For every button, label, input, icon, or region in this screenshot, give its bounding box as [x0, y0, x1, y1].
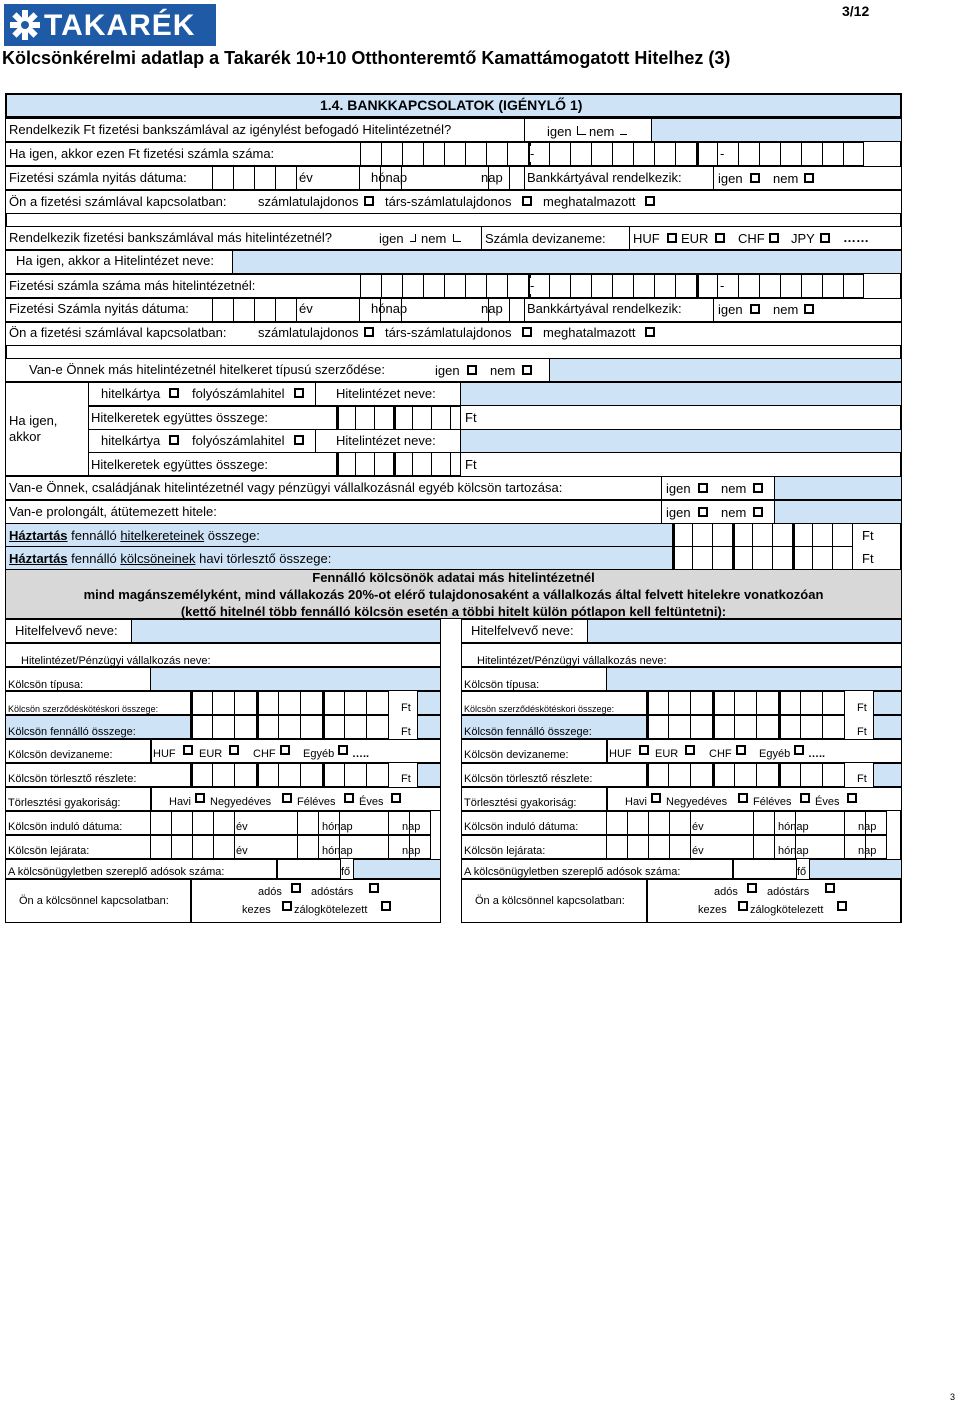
credit-card-option[interactable]: hitelkártya	[101, 386, 161, 401]
household-word: Háztartás	[9, 551, 68, 566]
day-label: nap	[858, 845, 877, 857]
footer-page-number: 3	[950, 1392, 956, 1401]
checkbox-icon[interactable]	[804, 173, 814, 183]
checkbox-icon[interactable]	[685, 745, 695, 755]
amount-digit-cells[interactable]	[647, 715, 845, 739]
checkbox-icon[interactable]	[183, 745, 193, 755]
role-guarantor[interactable]: kezes	[698, 904, 727, 916]
loans-heading-1: Fennálló kölcsönök adatai más hitelintézetnél	[312, 570, 595, 585]
currency-label: Kölcsön devizaneme:	[464, 749, 569, 761]
currency-ft: Ft	[857, 773, 867, 785]
checkbox-icon[interactable]	[229, 745, 239, 755]
amount-digit-cells[interactable]	[647, 763, 845, 787]
currency-label: Kölcsön devizaneme:	[8, 749, 113, 761]
acc1-number-label: Ha igen, akkor ezen Ft fizetési számla száma:	[9, 146, 275, 161]
credit-overdraft-option[interactable]: folyószámlahitel	[192, 433, 285, 448]
credit-sum2-label: Hitelkeretek együttes összege:	[91, 457, 269, 472]
acc1-card-yes[interactable]: igen	[718, 171, 743, 186]
credit-sum1-input[interactable]	[337, 406, 451, 430]
checkbox-icon[interactable]	[294, 435, 304, 445]
role-pledgor[interactable]: zálogkötelezett	[294, 904, 368, 916]
acc1-coowner-option[interactable]: társ-számlatulajdonos	[385, 194, 512, 209]
limits-word: hitelkereteinek	[120, 528, 205, 543]
type-label: Kölcsön típusa:	[8, 679, 84, 691]
debtors-input[interactable]	[277, 859, 341, 879]
end-date-cells[interactable]	[151, 835, 431, 859]
outstanding-filler	[417, 715, 441, 739]
relation-label: Ön a kölcsönnel kapcsolatban:	[475, 895, 625, 907]
checkbox-icon[interactable]	[453, 234, 461, 242]
institution-label: Hitelintézet/Pénzügyi vállalkozás neve:	[477, 655, 667, 667]
checkbox-icon[interactable]	[294, 388, 304, 398]
debts-question-1: Van-e Önnek, családjának hitelintézetnél vagy pénzügyi vállalkozásnál egyéb kölcsön tartozása:	[9, 480, 563, 495]
acc2-card-yes[interactable]: igen	[718, 302, 743, 317]
checkbox-icon[interactable]	[522, 365, 532, 375]
takarek-logo	[4, 4, 216, 46]
credit-bank1-label: Hitelintézet neve:	[336, 386, 436, 401]
checkbox-icon[interactable]	[750, 304, 760, 314]
acc1-yes[interactable]: igen	[547, 124, 572, 139]
borrower-input[interactable]	[587, 619, 902, 643]
checkbox-icon[interactable]	[195, 793, 205, 803]
outstanding-filler	[873, 715, 902, 739]
day-label: nap	[402, 845, 421, 857]
role-debtor[interactable]: adós	[258, 886, 282, 898]
checkbox-icon[interactable]	[698, 483, 708, 493]
currency-ft: Ft	[401, 773, 411, 785]
separator-dash: -	[530, 278, 535, 293]
year-label: év	[299, 170, 313, 185]
borrower-input[interactable]	[131, 619, 441, 643]
month-label: hónap	[322, 845, 353, 857]
debts-household-installments	[9, 551, 331, 567]
month-label: hónap	[371, 170, 408, 185]
separator-dash: -	[530, 146, 535, 161]
checkbox-icon[interactable]	[344, 793, 354, 803]
freq-quarterly[interactable]: Negyedéves	[666, 796, 728, 808]
freq-halfyear[interactable]: Féléves	[753, 796, 792, 808]
household-word: Háztartás	[9, 528, 68, 543]
debts-q2-no[interactable]: nem	[721, 505, 747, 520]
contract-amount-label: Kölcsön szerződéskötéskori összege:	[8, 704, 159, 714]
acc1-question: Rendelkezik Ft fizetési bankszámlával az igénylést befogadó Hitelintézetnél?	[9, 122, 452, 137]
debts-question-2: Van-e prolongált, átütemezett hitele:	[9, 504, 217, 519]
year-label: év	[692, 845, 704, 857]
checkbox-icon[interactable]	[410, 234, 416, 242]
debts-q2-filler	[774, 500, 902, 524]
credit-bank1-input[interactable]	[460, 382, 902, 406]
checkbox-icon[interactable]	[667, 233, 677, 243]
currency-other[interactable]: Egyéb	[759, 748, 791, 760]
freq-yearly[interactable]: Éves	[359, 796, 384, 808]
year-label: év	[692, 821, 704, 833]
credit-if-yes: Ha igen, akkor	[9, 413, 58, 444]
installment-label: Kölcsön törlesztő részlete:	[464, 773, 593, 785]
currency-ft: Ft	[465, 457, 477, 472]
acc2-bank-label: Ha igen, akkor a Hitelintézet neve:	[16, 253, 214, 268]
acc2-bank-input[interactable]	[232, 250, 902, 274]
credit-no[interactable]: nem	[490, 363, 516, 378]
checkbox-icon[interactable]	[291, 883, 301, 893]
acc1-no[interactable]: nem	[589, 124, 615, 139]
amount-digit-cells[interactable]	[191, 763, 389, 787]
installment-filler	[873, 763, 902, 787]
debtors-filler	[353, 859, 441, 879]
debtors-label: A kölcsönügyletben szereplő adósok száma:	[464, 866, 681, 878]
debts-q2-yes[interactable]: igen	[666, 505, 691, 520]
checkbox-icon[interactable]	[169, 435, 179, 445]
currency-ft: Ft	[465, 410, 477, 425]
currency-other[interactable]: Egyéb	[303, 748, 335, 760]
frequency-label: Törlesztési gyakoriság:	[464, 797, 577, 809]
checkbox-icon[interactable]	[391, 793, 401, 803]
contract-amount-label: Kölcsön szerződéskötéskori összege:	[464, 704, 615, 714]
checkbox-icon[interactable]	[769, 233, 779, 243]
currency-ft: Ft	[401, 702, 411, 714]
acc1-card-no[interactable]: nem	[773, 171, 799, 186]
start-label: Kölcsön induló dátuma:	[464, 821, 579, 833]
checkbox-icon[interactable]	[753, 483, 763, 493]
checkbox-icon[interactable]	[282, 901, 292, 911]
currency-chf[interactable]: CHF	[253, 748, 276, 760]
credit-overdraft-option[interactable]: folyószámlahitel	[192, 386, 285, 401]
checkbox-icon[interactable]	[338, 745, 348, 755]
currency-huf[interactable]: HUF	[633, 231, 660, 246]
installment-filler	[417, 763, 441, 787]
loans-word: kölcsöneinek	[120, 551, 196, 566]
contract-filler	[873, 691, 902, 715]
freq-halfyear[interactable]: Féléves	[297, 796, 336, 808]
debts-h1-input[interactable]	[673, 523, 853, 547]
debts-h2-input[interactable]	[673, 546, 853, 570]
separator-dash: -	[720, 278, 725, 293]
currency-options	[151, 739, 441, 763]
currency-eur[interactable]: EUR	[655, 748, 679, 760]
acc1-card-label: Bankkártyával rendelkezik:	[527, 170, 682, 185]
checkbox-icon[interactable]	[645, 327, 655, 337]
start-label: Kölcsön induló dátuma:	[8, 821, 123, 833]
checkbox-icon[interactable]	[169, 388, 179, 398]
currency-more: ……	[843, 230, 869, 245]
checkbox-icon[interactable]	[825, 883, 835, 893]
acc2-card-label: Bankkártyával rendelkezik:	[527, 301, 682, 316]
debts-household-limits	[9, 528, 260, 544]
currency-ft: Ft	[857, 726, 867, 738]
role-guarantor[interactable]: kezes	[242, 904, 271, 916]
day-label: nap	[481, 170, 503, 185]
credit-yes[interactable]: igen	[435, 363, 460, 378]
checkbox-icon[interactable]	[381, 901, 391, 911]
acc2-owner-option[interactable]: számlatulajdonos	[258, 325, 359, 340]
currency-chf[interactable]: CHF	[738, 231, 765, 246]
currency-more: …..	[352, 748, 370, 760]
year-label: év	[236, 845, 248, 857]
logo-star-icon	[8, 8, 42, 42]
checkbox-icon[interactable]	[280, 745, 290, 755]
currency-options	[607, 739, 902, 763]
checkbox-icon[interactable]	[364, 196, 374, 206]
section-heading: 1.4. BANKKAPCSOLATOK (IGÉNYLŐ 1)	[320, 97, 583, 113]
currency-ft: Ft	[401, 726, 411, 738]
checkbox-icon[interactable]	[467, 365, 477, 375]
checkbox-icon[interactable]	[738, 793, 748, 803]
acc2-yes[interactable]: igen	[379, 231, 404, 246]
year-label: év	[299, 301, 313, 316]
acc1-owner-option[interactable]: számlatulajdonos	[258, 194, 359, 209]
debtors-filler	[809, 859, 902, 879]
page-number: 3/12	[842, 3, 870, 19]
checkbox-icon[interactable]	[820, 233, 830, 243]
existing-word: fennálló	[71, 551, 117, 566]
checkbox-icon[interactable]	[715, 233, 725, 243]
freq-monthly[interactable]: Havi	[169, 796, 192, 808]
month-label: hónap	[778, 845, 809, 857]
loans-heading-3: (kettő hitelnél több fennálló kölcsön esetén a többi hitelt külön pótlapon kell feltüntetni):	[180, 604, 727, 619]
amount-digit-cells[interactable]	[191, 715, 389, 739]
checkbox-icon[interactable]	[369, 883, 379, 893]
currency-ft: Ft	[862, 528, 874, 543]
checkbox-icon[interactable]	[577, 126, 586, 135]
debts-q1-no[interactable]: nem	[721, 481, 747, 496]
start-date-cells[interactable]	[607, 811, 887, 835]
currency-chf[interactable]: CHF	[709, 748, 732, 760]
credit-filler	[549, 358, 902, 382]
borrower-label: Hitelfelvevő neve:	[15, 623, 118, 638]
loans-heading-2: mind magánszemélyként, mind vállakozás 20%-ot elérő tulajdonosaként a vállalkozás által felvett hitelekre vonatkozóan	[83, 587, 824, 602]
credit-bank2-label: Hitelintézet neve:	[336, 433, 436, 448]
acc2-coowner-option[interactable]: társ-számlatulajdonos	[385, 325, 512, 340]
end-label: Kölcsön lejárata:	[8, 845, 90, 857]
month-label: hónap	[778, 821, 809, 833]
checkbox-icon[interactable]	[522, 196, 532, 206]
acc2-number-label: Fizetési számla száma más hitelintézetnél:	[9, 278, 256, 293]
installment-label: Kölcsön törlesztő részlete:	[8, 773, 137, 785]
acc2-account-number[interactable]	[361, 274, 864, 298]
end-label: Kölcsön lejárata:	[464, 845, 546, 857]
person-unit: fő	[341, 866, 351, 878]
day-label: nap	[481, 301, 503, 316]
debts-q1-yes[interactable]: igen	[666, 481, 691, 496]
amount-digit-cells[interactable]	[191, 691, 389, 715]
acc2-card-no[interactable]: nem	[773, 302, 799, 317]
currency-eur[interactable]: EUR	[681, 231, 709, 246]
end-date-cells[interactable]	[607, 835, 887, 859]
checkbox-icon[interactable]	[736, 745, 746, 755]
column-gutter	[440, 619, 462, 923]
checkbox-icon[interactable]	[837, 901, 847, 911]
credit-card-option[interactable]: hitelkártya	[101, 433, 161, 448]
acc2-question: Rendelkezik fizetési bankszámlával más hitelintézetnél?	[9, 230, 332, 245]
start-date-cells[interactable]	[151, 811, 431, 835]
separator-dash: -	[720, 146, 725, 161]
currency-huf[interactable]: HUF	[153, 748, 176, 760]
contract-filler	[417, 691, 441, 715]
checkbox-icon[interactable]	[747, 883, 757, 893]
acc2-no[interactable]: nem	[421, 231, 447, 246]
acc2-date-label: Fizetési Számla nyitás dátuma:	[9, 301, 189, 316]
checkbox-icon[interactable]	[738, 901, 748, 911]
checkbox-icon[interactable]	[282, 793, 292, 803]
checkbox-icon[interactable]	[364, 327, 374, 337]
type-label: Kölcsön típusa:	[464, 679, 540, 691]
installment-word: havi törlesztő összege:	[199, 551, 332, 566]
checkbox-icon[interactable]	[750, 173, 760, 183]
month-label: hónap	[371, 301, 408, 316]
amount-word: összege:	[207, 528, 260, 543]
currency-ft: Ft	[857, 702, 867, 714]
amount-digit-cells[interactable]	[647, 691, 845, 715]
acc1-relation-label: Ön a fizetési számlával kapcsolatban:	[9, 194, 227, 209]
checkbox-icon[interactable]	[651, 793, 661, 803]
checkbox-icon[interactable]	[620, 134, 627, 135]
frequency-label: Törlesztési gyakoriság:	[8, 797, 121, 809]
document-title: Kölcsönkérelmi adatlap a Takarék 10+10 Otthonteremtő Kamattámogatott Hitelhez (3)	[2, 48, 731, 68]
acc2-relation-label: Ön a fizetési számlával kapcsolatban:	[9, 325, 227, 340]
acc1-proxy-option[interactable]: meghatalmazott	[543, 194, 636, 209]
acc1-date-label: Fizetési számla nyitás dátuma:	[9, 170, 187, 185]
currency-more: …..	[808, 748, 826, 760]
debtors-label: A kölcsönügyletben szereplő adósok száma:	[8, 866, 225, 878]
outstanding-label: Kölcsön fennálló összege:	[8, 726, 136, 738]
checkbox-icon[interactable]	[639, 745, 649, 755]
month-label: hónap	[322, 821, 353, 833]
checkbox-icon[interactable]	[698, 507, 708, 517]
checkbox-icon[interactable]	[645, 196, 655, 206]
currency-jpy[interactable]: JPY	[791, 231, 815, 246]
credit-sum1-label: Hitelkeretek együttes összege:	[91, 410, 269, 425]
borrower-label: Hitelfelvevő neve:	[471, 623, 574, 638]
day-label: nap	[402, 821, 421, 833]
role-codebtor[interactable]: adóstárs	[767, 886, 810, 898]
role-pledgor[interactable]: zálogkötelezett	[750, 904, 824, 916]
debtors-input[interactable]	[733, 859, 797, 879]
role-debtor[interactable]: adós	[714, 886, 738, 898]
freq-yearly[interactable]: Éves	[815, 796, 840, 808]
checkbox-icon[interactable]	[800, 793, 810, 803]
year-label: év	[236, 821, 248, 833]
freq-monthly[interactable]: Havi	[625, 796, 648, 808]
acc1-answer-cell	[524, 118, 652, 142]
acc2-proxy-option[interactable]: meghatalmazott	[543, 325, 636, 340]
credit-sum2-input[interactable]	[337, 452, 451, 476]
outstanding-label: Kölcsön fennálló összege:	[464, 726, 592, 738]
institution-label: Hitelintézet/Pénzügyi vállalkozás neve:	[21, 655, 211, 667]
day-label: nap	[858, 821, 877, 833]
debts-q1-filler	[774, 476, 902, 500]
acc1-filler	[651, 118, 902, 142]
currency-eur[interactable]: EUR	[199, 748, 223, 760]
currency-huf[interactable]: HUF	[609, 748, 632, 760]
checkbox-icon[interactable]	[804, 304, 814, 314]
role-codebtor[interactable]: adóstárs	[311, 886, 354, 898]
credit-bank2-input[interactable]	[460, 429, 902, 453]
freq-quarterly[interactable]: Negyedéves	[210, 796, 272, 808]
acc1-account-number[interactable]	[361, 142, 864, 166]
checkbox-icon[interactable]	[847, 793, 857, 803]
relation-label: Ön a kölcsönnel kapcsolatban:	[19, 895, 169, 907]
acc2-currency-label: Számla devizaneme:	[485, 231, 606, 246]
checkbox-icon[interactable]	[794, 745, 804, 755]
person-unit: fő	[797, 866, 807, 878]
checkbox-icon[interactable]	[522, 327, 532, 337]
existing-word: fennálló	[71, 528, 117, 543]
checkbox-icon[interactable]	[753, 507, 763, 517]
credit-question: Van-e Önnek más hitelintézetnél hitelkeret típusú szerződése:	[29, 362, 386, 377]
logo-text: TAKARÉK	[44, 9, 196, 42]
currency-ft: Ft	[862, 551, 874, 566]
